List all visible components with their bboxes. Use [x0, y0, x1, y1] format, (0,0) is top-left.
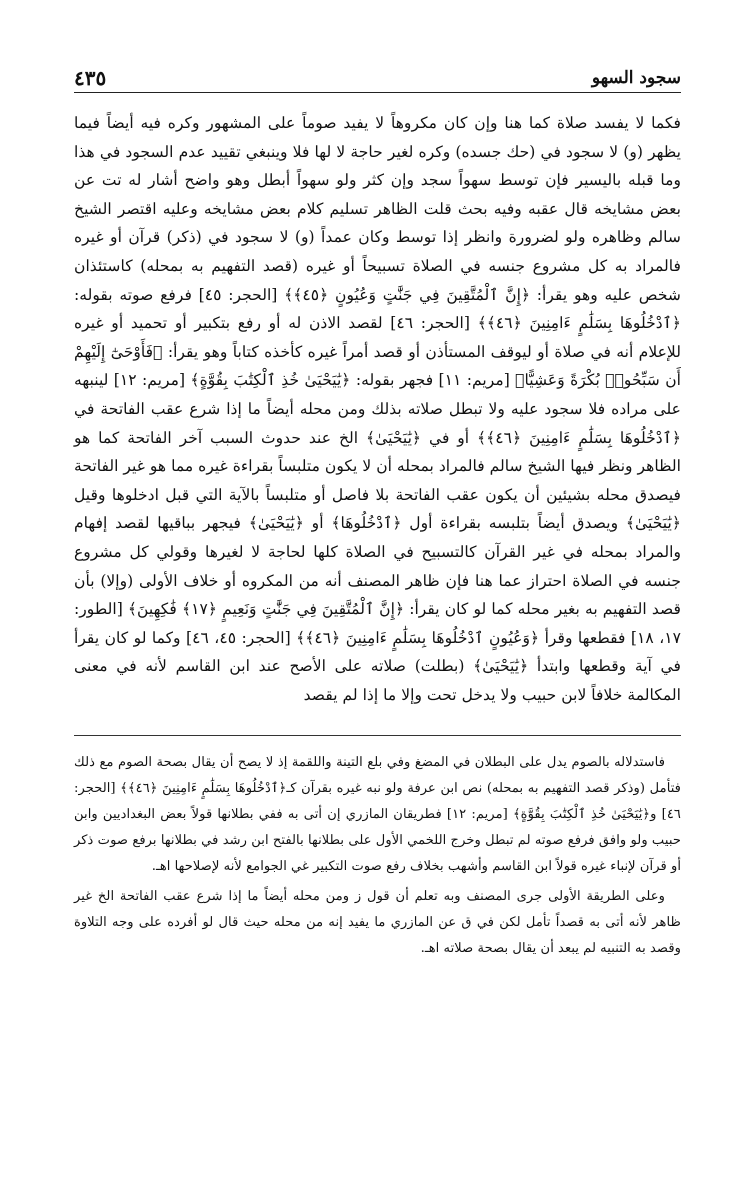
main-paragraph: فكما لا يفسد صلاة كما هنا وإن كان مكروهاً لا يفيد صوماً على المشهور وكره فيه أيضاً فيما يظهر (و) لا سجود في (حك جسده) وكره لغير حاجة لا لها فلا وينبغي تقييد عدم السجود في هذا وما قبله باليسير فإن توسط سهواً سجد وإن كثر ولو سهواً أبطل وهو واضح أشار له تت عن بعض مشايخه قال عقبه وفيه بحث قلت الظاهر تسليم كلام بعض مشايخه وعليه اقتصر الشيخ سالم وظاهره ولو لضرورة وانظر إذا توسط وكان عمداً (و) لا سجود في (ذكر) قرآن أو غيره فالمراد به كل مشروع جنسه في الصلاة تسبيحاً أو غيره (قصد التفهيم به بمحله) كاستئذان شخص عليه وهو يقرأ: ﴿إِنَّ ٱلْمُتَّقِينَ فِي جَنَّٰتٍ وَعُيُونٍ ﴿٤٥﴾﴾ [الحجر: ٤٥] فرفع صوته بقوله: ﴿ٱدْخُلُوهَا بِسَلَٰمٍ ءَامِنِينَ ﴿٤٦﴾﴾ [الحجر: ٤٦] لقصد الاذن له أو رفع بتكبير أو تحميد أو غيره للإعلام أنه في صلاة أو ليوقف المستأذن أو قصد أمراً غيره كأخذه كتاباً وهو يقرأ: ﴿فَأَوْحَىٰٓ إِلَيْهِمْ أَن سَبِّحُوا۟ بُكْرَةً وَعَشِيًّا﴾ [مريم: ١١] فجهر بقوله: ﴿يَٰيَحْيَىٰ خُذِ ٱلْكِتَٰبَ بِقُوَّةٍ﴾ [مريم: ١٢] لينبهه على مراده فلا سجود عليه ولا تبطل صلاته بذلك ومن محله أيضاً ما إذا شرع عقب الفاتحة في ﴿ٱدْخُلُوهَا بِسَلَٰمٍ ءَامِنِينَ ﴿٤٦﴾﴾ أو في ﴿يَٰيَحْيَىٰ﴾ الخ عند حدوث السبب آخر الفاتحة كما هو الظاهر ونظر فيها الشيخ سالم فالمراد بمحله أن لا يكون متلبساً بقراءة غيره مما هو غير الفاتحة فيصدق محله بشيئين أن يكون عقب الفاتحة بلا فاصل أو متلبساً بالآية التي قبل ادخلوها وقيل ﴿يَٰيَحْيَىٰ﴾ ويصدق أيضاً بتلبسه بقراءة أول ﴿ٱدْخُلُوهَا﴾ أو ﴿يَٰيَحْيَىٰ﴾ فيجهر بباقيها لقصد إفهام والمراد بمحله في غير القرآن كالتسبيح في الصلاة كلها لحاجة لا لغيرها وقولي كل مشروع جنسه في الصلاة احتراز عما هنا فإن ظاهر المصنف أنه من المكروه أو خلاف الأولى (وإلا) بأن قصد التفهيم به بغير محله كما لو كان يقرأ: ﴿إِنَّ ٱلْمُتَّقِينَ فِي جَنَّٰتٍ وَنَعِيمٍ ﴿١٧﴾ فَٰكِهِينَ﴾ [الطور: ١٧، ١٨] فقطعها وقرأ ﴿وَعُيُونٍ ٱدْخُلُوهَا بِسَلَٰمٍ ءَامِنِينَ ﴿٤٦﴾﴾ [الحجر: ٤٥، ٤٦] وكما لو كان يقرأ في آية وقطعها وابتدأ ﴿يَٰيَحْيَىٰ﴾ (بطلت) صلاته على الأصح عند ابن القاسم لأنه في معنى المكالمة خلافاً لابن حبيب ولا يدخل تحت وإلا ما إذا لم يقصد	[73, 114, 682, 704]
footnote-paragraph: فاستدلاله بالصوم يدل على البطلان في المضغ وفي بلع التينة واللقمة إذ لا يصح أن يقال بصحة الصوم مع ذلك فتأمل (وذكر قصد التفهيم به بمحله) نص ابن عرفة ولو نبه غيره بقرآن كـ﴿ٱدْخُلُوهَا بِسَلَٰمٍ ءَامِنِينَ ﴿٤٦﴾﴾ [الحجر: ٤٦] و﴿يَٰيَحْيَىٰ خُذِ ٱلْكِتَٰبَ بِقُوَّةٍ﴾ [مريم: ١٢] فطريقان المازري إن أتى به ففي بطلانها قولاً بعض البغداديين وابن حبيب ولو وافق فرفع صوته لم تبطل وخرج اللخمي الأول على بطلانها بالفتح ابن رشد في بطلانها برفع صوت ذكر أو قرآن لإنباء غيره قولاً ابن القاسم وأشهب بخلاف رفع صوت التكبير غي الجوامع لأنه لإصلاحها اهـ.	[74, 755, 681, 875]
main-text	[74, 109, 681, 709]
page-number: ٤٣٥	[74, 66, 107, 90]
running-header	[74, 58, 681, 93]
chapter-title: سجود السهو	[591, 68, 681, 88]
footnotes	[74, 750, 681, 962]
footnote-separator	[74, 735, 681, 736]
footnote-paragraph: وعلى الطريقة الأولى جرى المصنف وبه تعلم أن قول ز ومن محله أيضاً ما إذا شرع عقب الفاتحة الخ غير ظاهر لأنه أتى به قصداً تأمل لكن في ق عن المازري ما يفيد إنه من محله حيث قال لو أفرده على وجه التلاوة وقصد به التنبيه لم يبعد أن يقال بصحة صلاته اهـ.	[74, 889, 681, 957]
